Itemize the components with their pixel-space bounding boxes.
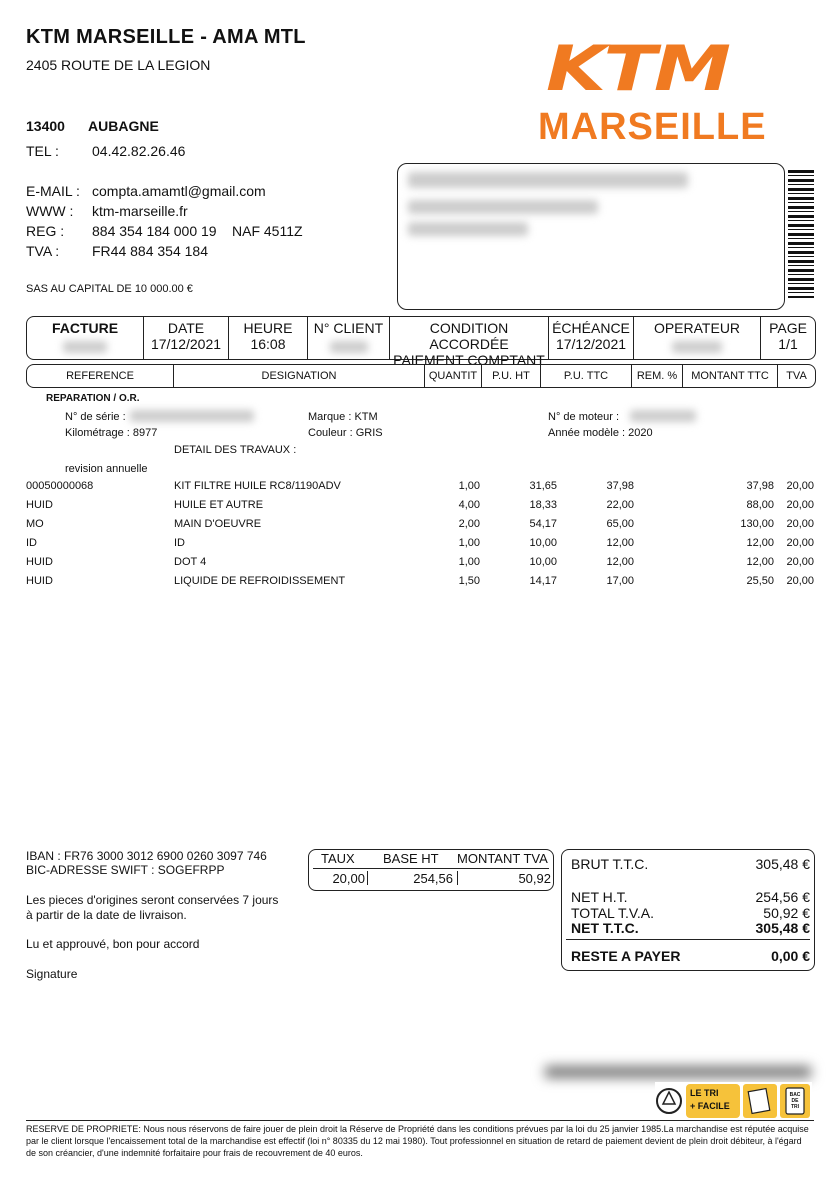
www-value: ktm-marseille.fr xyxy=(92,203,188,219)
line-designation: KIT FILTRE HUILE RC8/1190ADV xyxy=(174,480,341,492)
line-tva: 20,00 xyxy=(786,556,814,568)
line-pu-ht: 10,00 xyxy=(529,537,557,549)
line-tva: 20,00 xyxy=(786,518,814,530)
echeance-cell xyxy=(549,317,634,359)
condition-label: CONDITION ACCORDÉE xyxy=(429,320,509,352)
line-montant: 37,98 xyxy=(746,480,774,492)
operateur-label: OPERATEUR xyxy=(653,320,741,336)
barcode xyxy=(788,170,814,298)
heure-value: 16:08 xyxy=(250,336,286,352)
bin-label: BAC DE TRI xyxy=(789,1092,801,1110)
tel-value: 04.42.82.26.46 xyxy=(92,143,186,159)
reg-value: 884 354 184 000 19 xyxy=(92,223,217,239)
line-pu-ht: 14,17 xyxy=(529,575,557,587)
line-montant: 25,50 xyxy=(746,575,774,587)
logo-sub: MARSEILLE xyxy=(538,106,767,148)
col-designation: DESIGNATION xyxy=(174,365,425,387)
footer-legal: RESERVE DE PROPRIETE: Nous nous réservons de faire jouer de plein droit la Réserve de Propriété dans les conditions prévues par la loi du 25 janvier 1985.La marchandise est réputée acquise par le client lorsque l'encaissement total de la marchandise est effectif (loi n° 80335 du 12 mai 1980). Tout professionnel en situation de retard de paiement devient de plein droit débiteur, à l'égard de son créancier, d'une indemnité forfaitaire pour frais de recouvrement de 40 euros. xyxy=(26,1120,814,1159)
line-pu-ttc: 12,00 xyxy=(606,556,634,568)
line-montant: 88,00 xyxy=(746,499,774,511)
page-cell xyxy=(761,317,815,359)
work-description: revision annuelle xyxy=(65,463,148,475)
marque: Marque : KTM xyxy=(308,411,378,423)
bic: BIC-ADRESSE SWIFT : SOGEFRPP xyxy=(26,863,225,877)
line-reference: 00050000068 xyxy=(26,480,94,492)
operateur-cell xyxy=(634,317,761,359)
condition-cell xyxy=(390,317,549,368)
heure-cell xyxy=(229,317,308,359)
line-quantity: 1,50 xyxy=(458,575,480,587)
line-pu-ht: 10,00 xyxy=(529,556,557,568)
accord-text: Lu et approuvé, bon pour accord xyxy=(26,937,200,951)
date-cell xyxy=(144,317,229,359)
email-value: compta.amamtl@gmail.com xyxy=(92,183,266,199)
recipient-address-box xyxy=(397,163,785,310)
col-pu-ttc: P.U. TTC xyxy=(541,365,632,387)
line-tva: 20,00 xyxy=(786,480,814,492)
echeance-value: 17/12/2021 xyxy=(555,336,627,352)
tva-taux-value: 20,00 xyxy=(332,871,365,886)
company-street: 2405 ROUTE DE LA LEGION xyxy=(26,57,211,73)
detail-travaux: DETAIL DES TRAVAUX : xyxy=(174,444,297,456)
note-line-1: Les pieces d'origines seront conservées 7 jours xyxy=(26,893,279,907)
line-montant: 130,00 xyxy=(740,518,774,530)
tel-label: TEL : xyxy=(26,143,59,159)
page-value: 1/1 xyxy=(778,336,798,352)
line-pu-ht: 54,17 xyxy=(529,518,557,530)
tva-montant-value: 50,92 xyxy=(518,871,551,886)
client-cell xyxy=(308,317,390,359)
facture-cell xyxy=(27,317,144,359)
date-value: 17/12/2021 xyxy=(150,336,222,352)
tva-taux-label: TAUX xyxy=(321,851,355,866)
naf-value: NAF 4511Z xyxy=(232,223,303,239)
col-remise: REM. % xyxy=(632,365,683,387)
company-postcode: 13400 xyxy=(26,118,65,134)
iban: IBAN : FR76 3000 3012 6900 0260 3097 746 xyxy=(26,849,267,863)
tri-text-2: + FACILE xyxy=(690,1101,730,1111)
capital-text: SAS AU CAPITAL DE 10 000.00 € xyxy=(26,283,193,295)
line-designation: DOT 4 xyxy=(174,556,207,568)
line-reference: HUID xyxy=(26,499,53,511)
couleur: Couleur : GRIS xyxy=(308,427,383,439)
reg-label: REG : xyxy=(26,223,65,239)
line-reference: MO xyxy=(26,518,44,530)
line-pu-ttc: 22,00 xyxy=(606,499,634,511)
signature-label: Signature xyxy=(26,967,78,981)
total-tva-label: TOTAL T.V.A. xyxy=(571,905,655,921)
col-reference: REFERENCE xyxy=(27,365,174,387)
invoice-header xyxy=(26,316,816,368)
line-pu-ttc: 12,00 xyxy=(606,537,634,549)
line-pu-ttc: 17,00 xyxy=(606,575,634,587)
client-label: N° CLIENT xyxy=(313,320,384,336)
line-quantity: 2,00 xyxy=(458,518,480,530)
line-designation: ID xyxy=(174,537,185,549)
net-ttc-value: 305,48 € xyxy=(755,920,810,936)
condition-value: PAIEMENT COMPTANT xyxy=(393,352,545,368)
tva-value: FR44 884 354 184 xyxy=(92,243,208,259)
line-reference: HUID xyxy=(26,556,53,568)
totals-box xyxy=(561,849,815,971)
page-label: PAGE xyxy=(769,320,807,336)
brut-value: 305,48 € xyxy=(755,856,810,872)
tva-label: TVA : xyxy=(26,243,60,259)
line-pu-ttc: 37,98 xyxy=(606,480,634,492)
col-tva: TVA xyxy=(786,370,807,382)
net-ttc-label: NET T.T.C. xyxy=(571,920,639,936)
echeance-label: ÉCHÉANCE xyxy=(552,320,630,336)
moteur-label: N° de moteur : xyxy=(548,411,620,423)
annee-modele: Année modèle : 2020 xyxy=(548,427,653,439)
tva-table xyxy=(308,849,554,891)
line-pu-ttc: 65,00 xyxy=(606,518,634,530)
ktm-logo xyxy=(538,32,778,148)
company-city: AUBAGNE xyxy=(88,118,159,134)
col-montant-ttc: MONTANT TTC xyxy=(683,365,778,387)
line-quantity: 4,00 xyxy=(458,499,480,511)
line-reference: ID xyxy=(26,537,37,549)
column-headers xyxy=(26,364,816,388)
company-name: KTM MARSEILLE - AMA MTL xyxy=(26,26,306,48)
line-montant: 12,00 xyxy=(746,556,774,568)
email-label: E-MAIL : xyxy=(26,183,80,199)
brut-label: BRUT T.T.C. xyxy=(571,856,649,872)
logo-brand: KTM xyxy=(546,32,729,105)
line-designation: LIQUIDE DE REFROIDISSEMENT xyxy=(174,575,346,587)
net-ht-label: NET H.T. xyxy=(571,889,628,905)
total-tva-value: 50,92 € xyxy=(763,905,810,921)
reste-value: 0,00 € xyxy=(771,948,810,964)
net-ht-value: 254,56 € xyxy=(755,889,810,905)
line-designation: HUILE ET AUTRE xyxy=(174,499,264,511)
line-tva: 20,00 xyxy=(786,575,814,587)
triman-logo xyxy=(655,1082,812,1120)
line-pu-ht: 31,65 xyxy=(529,480,557,492)
date-label: DATE xyxy=(167,320,205,336)
kilometrage: Kilométrage : 8977 xyxy=(65,427,158,439)
line-pu-ht: 18,33 xyxy=(529,499,557,511)
tva-montant-label: MONTANT TVA xyxy=(457,851,548,866)
heure-label: HEURE xyxy=(243,320,293,336)
line-quantity: 1,00 xyxy=(458,537,480,549)
col-quantite: QUANTIT xyxy=(425,365,482,387)
reste-label: RESTE A PAYER xyxy=(571,948,681,964)
tva-base-label: BASE HT xyxy=(383,851,439,866)
line-tva: 20,00 xyxy=(786,537,814,549)
line-designation: MAIN D'OEUVRE xyxy=(174,518,262,530)
line-quantity: 1,00 xyxy=(458,556,480,568)
www-label: WWW : xyxy=(26,203,74,219)
line-quantity: 1,00 xyxy=(458,480,480,492)
repair-title: REPARATION / O.R. xyxy=(46,393,140,404)
tri-text-1: LE TRI xyxy=(690,1088,719,1098)
line-reference: HUID xyxy=(26,575,53,587)
line-tva: 20,00 xyxy=(786,499,814,511)
serie-label: N° de série : xyxy=(65,411,126,423)
facture-label: FACTURE xyxy=(51,320,119,336)
line-montant: 12,00 xyxy=(746,537,774,549)
tva-base-value: 254,56 xyxy=(413,871,453,886)
col-pu-ht: P.U. HT xyxy=(482,365,541,387)
note-line-2: à partir de la date de livraison. xyxy=(26,908,187,922)
